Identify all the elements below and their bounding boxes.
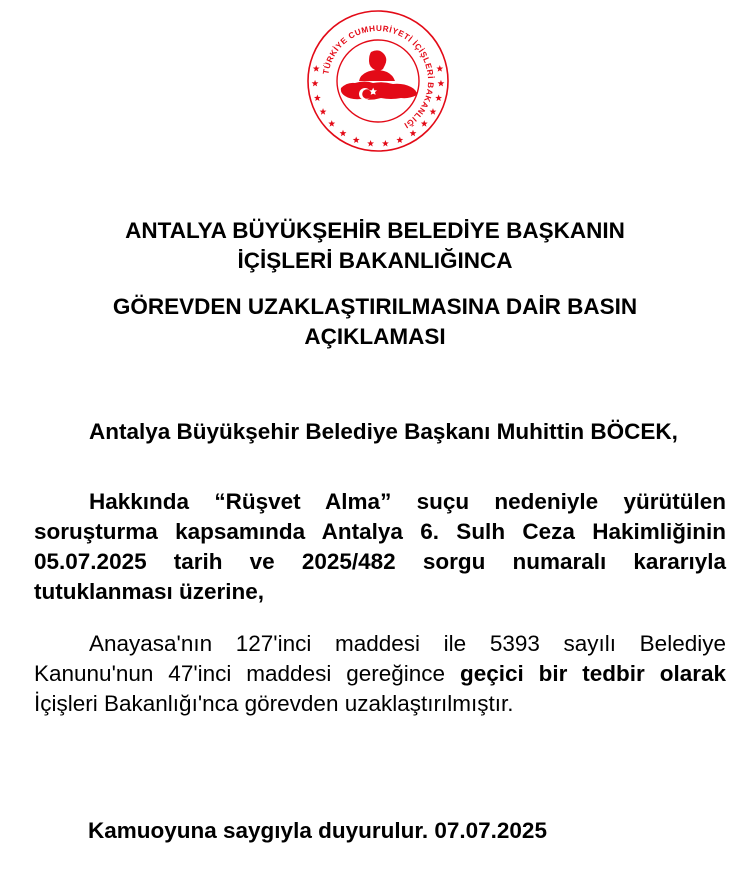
seal-star-icon	[353, 137, 360, 144]
seal-star-icon	[314, 95, 321, 102]
seal-star-icon	[328, 120, 335, 127]
seal-star-icon	[435, 95, 442, 102]
heading-line-3: GÖREVDEN UZAKLAŞTIRILMASINA DAİR BASIN	[112, 294, 638, 319]
seal-star-icon	[382, 140, 389, 147]
paragraph-removal-text-a: Anayasa'nın 127'inci maddesi ile 5393 sayılı Belediye Kanunu'nun 47'inci maddesi gereğince	[34, 631, 726, 686]
heading-line-4: AÇIKLAMASI	[304, 324, 446, 349]
ministry-seal-icon	[305, 8, 451, 154]
heading-title	[0, 216, 750, 276]
seal-star-icon	[430, 108, 437, 115]
paragraph-mayor-name: Antalya Büyükşehir Belediye Başkanı Muhittin BÖCEK,	[89, 419, 678, 444]
seal-star-icon	[367, 140, 374, 147]
seal-star-icon	[436, 65, 443, 72]
seal-star-icon	[421, 120, 428, 127]
seal-star-icon	[312, 80, 319, 87]
seal-star-icon	[410, 130, 417, 137]
paragraph-removal-decision	[34, 629, 726, 719]
paragraph-removal-emphasis: geçici bir tedbir olarak	[459, 661, 726, 686]
seal-star-icon	[320, 108, 327, 115]
seal-ring-text: TÜRKİYE CUMHURİYETİ İÇİŞLERİ BAKANLIĞI	[321, 23, 436, 131]
heading-line-1: ANTALYA BÜYÜKŞEHİR BELEDİYE BAŞKANIN	[125, 218, 625, 243]
ministry-seal	[305, 8, 451, 154]
seal-star-icon	[396, 137, 403, 144]
heading-line-2: İÇİŞLERİ BAKANLIĞINCA	[237, 248, 513, 273]
seal-star-icon	[313, 65, 320, 72]
paragraph-arrest-reason: Hakkında “Rüşvet Alma” suçu nedeniyle yürütülen soruşturma kapsamında Antalya 6. Sulh Ceza Hakimliğinin 05.07.2025 tarih ve 2025/482 sorgu numaralı kararıyla tutuklanması üzerine,	[34, 489, 726, 604]
seal-star-icon	[438, 80, 445, 87]
heading-subtitle	[0, 292, 750, 352]
closing-statement: Kamuoyuna saygıyla duyurulur. 07.07.2025	[88, 818, 547, 843]
seal-star-icon	[340, 130, 347, 137]
paragraph-removal-text-b: İçişleri Bakanlığı'nca görevden uzaklaştırılmıştır.	[34, 691, 514, 716]
